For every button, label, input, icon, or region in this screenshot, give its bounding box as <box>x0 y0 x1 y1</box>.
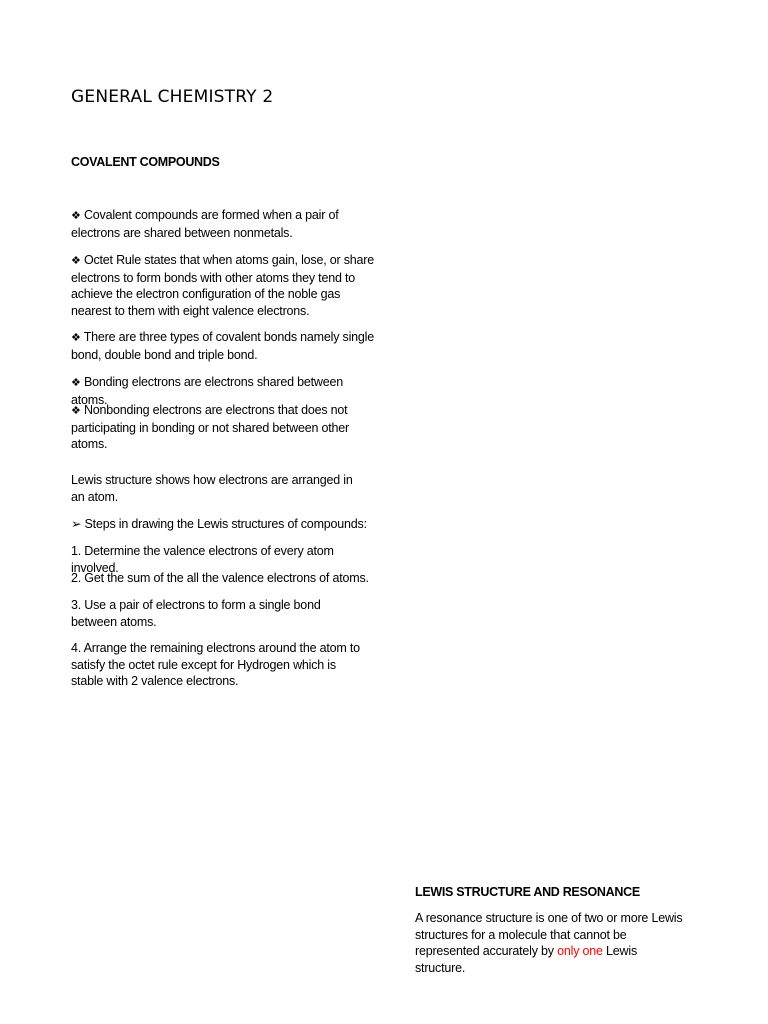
covalent-bullet-3 <box>71 329 376 363</box>
lewis-step-2: 2. Get the sum of the all the valence electrons of atoms. <box>71 571 369 585</box>
lewis-intro: Lewis structure shows how electrons are arranged in an atom. <box>71 473 353 504</box>
page-title: GENERAL CHEMISTRY 2 <box>71 87 274 107</box>
diamond-bullet-icon: ❖ <box>71 255 81 267</box>
lewis-resonance-heading: LEWIS STRUCTURE AND RESONANCE <box>415 885 640 899</box>
bullet-text: Nonbonding electrons are electrons that does not participating in bonding or not shared between other atoms. <box>71 403 349 451</box>
covalent-bullet-1 <box>71 207 376 241</box>
bullet-text: Octet Rule states that when atoms gain, lose, or share electrons to form bonds with other atoms they tend to achieve the electron configuration of the noble gas nearest to them with eight valence electrons. <box>71 253 375 318</box>
diamond-bullet-icon: ❖ <box>71 377 81 389</box>
resonance-paragraph <box>415 910 690 976</box>
covalent-bullet-2 <box>71 252 376 319</box>
diamond-bullet-icon: ❖ <box>71 405 81 417</box>
resonance-text-end: Lewis structure. <box>415 944 638 975</box>
bullet-text: Bonding electrons are electrons shared between atoms. <box>71 375 343 407</box>
diamond-bullet-icon: ❖ <box>71 332 81 344</box>
lewis-step-1: 1. Determine the valence electrons of every atom involved. <box>71 544 334 575</box>
bullet-text: Covalent compounds are formed when a pair of electrons are shared between nonmetals. <box>71 208 339 240</box>
resonance-text-start: A resonance structure is one of two or more Lewis structures for a molecule that cannot be represented accurately by <box>415 911 683 958</box>
bullet-text: There are three types of covalent bonds namely single bond, double bond and triple bond. <box>71 330 375 362</box>
lewis-step-3: 3. Use a pair of electrons to form a single bond between atoms. <box>71 598 321 629</box>
lewis-step-4: 4. Arrange the remaining electrons around the atom to satisfy the octet rule except for Hydrogen which is stable with 2 valence electrons. <box>71 641 360 688</box>
resonance-highlight: only one <box>557 944 603 958</box>
diamond-bullet-icon: ❖ <box>71 210 81 222</box>
lewis-steps-intro: ➢ Steps in drawing the Lewis structures of compounds: <box>71 517 367 531</box>
covalent-bullet-5 <box>71 402 376 453</box>
covalent-compounds-heading: COVALENT COMPOUNDS <box>71 155 220 169</box>
